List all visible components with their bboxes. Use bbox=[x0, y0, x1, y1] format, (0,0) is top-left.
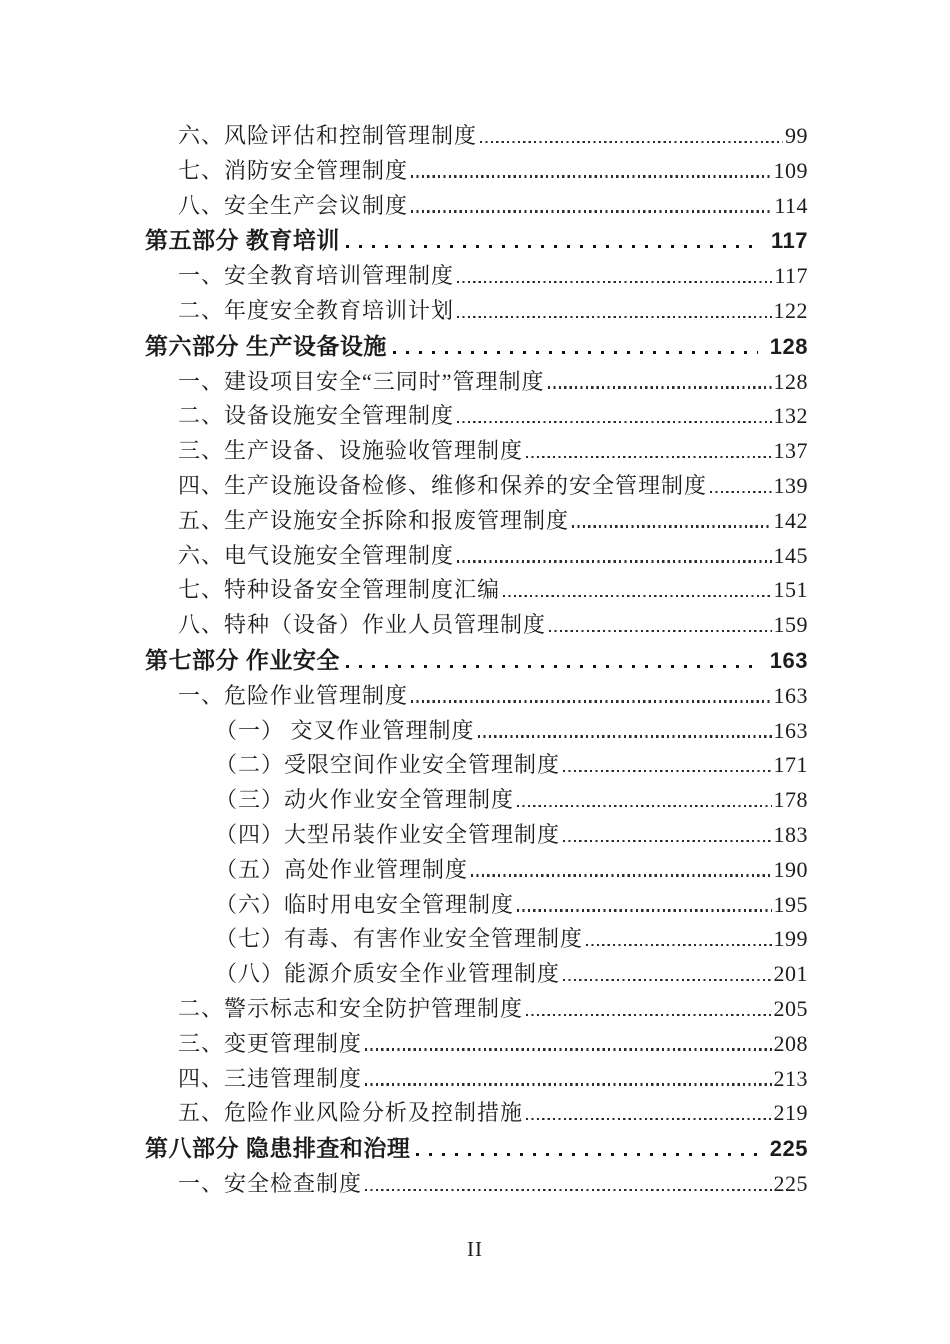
dot-leader bbox=[517, 909, 771, 911]
toc-entry[interactable] bbox=[145, 539, 808, 574]
toc-entry[interactable] bbox=[145, 119, 808, 154]
toc-entry-page: 199 bbox=[773, 926, 808, 952]
toc-entry-page: 145 bbox=[773, 542, 808, 568]
toc-entry-label: 七、特种设备安全管理制度汇编 bbox=[178, 577, 501, 603]
toc-entry-page: 117 bbox=[771, 228, 808, 254]
dot-leader bbox=[457, 281, 772, 283]
page-footer bbox=[0, 1237, 950, 1262]
toc-entry[interactable] bbox=[145, 189, 808, 224]
toc-entry[interactable] bbox=[145, 329, 808, 365]
toc-entry[interactable] bbox=[145, 679, 808, 714]
dot-leader bbox=[411, 210, 772, 212]
dot-leader bbox=[503, 595, 771, 597]
toc-entry-page: 195 bbox=[773, 891, 808, 917]
toc-entry-page: 163 bbox=[773, 682, 808, 708]
toc-entry-label: 八、特种（设备）作业人员管理制度 bbox=[178, 612, 547, 638]
toc-entry-label: 二、设备设施安全管理制度 bbox=[178, 403, 455, 429]
toc-entry[interactable] bbox=[145, 1131, 808, 1167]
toc-entry-label: （一） 交叉作业管理制度 bbox=[215, 717, 475, 743]
toc-entry-label: （八）能源介质安全作业管理制度 bbox=[215, 961, 561, 987]
toc-entry-label: 一、危险作业管理制度 bbox=[178, 682, 409, 708]
toc-entry-label: 二、年度安全教育培训计划 bbox=[178, 297, 455, 323]
toc-entry-page: 201 bbox=[773, 961, 808, 987]
toc-entry[interactable] bbox=[145, 434, 808, 469]
dot-leader bbox=[517, 805, 771, 807]
toc-entry-page: 171 bbox=[773, 752, 808, 778]
toc-entry-page: 132 bbox=[773, 403, 808, 429]
dot-leader bbox=[526, 1014, 771, 1016]
dot-leader bbox=[346, 245, 759, 248]
toc-entry-page: 183 bbox=[773, 821, 808, 847]
toc-entry-label: 五、危险作业风险分析及控制措施 bbox=[178, 1100, 524, 1126]
toc-entry-page: 208 bbox=[773, 1030, 808, 1056]
toc-entry-label: 一、安全检查制度 bbox=[178, 1170, 363, 1196]
dot-leader bbox=[563, 770, 771, 772]
toc-entry-label: 第五部分 教育培训 bbox=[145, 227, 340, 254]
toc-entry-page: 178 bbox=[773, 787, 808, 813]
toc-entry-page: 219 bbox=[773, 1100, 808, 1126]
toc-entry[interactable] bbox=[145, 1167, 808, 1202]
dot-leader bbox=[457, 560, 771, 562]
toc-entry[interactable] bbox=[145, 1062, 808, 1097]
toc-entry[interactable] bbox=[145, 957, 808, 992]
toc-entry[interactable] bbox=[145, 294, 808, 329]
toc-entry[interactable] bbox=[145, 853, 808, 888]
toc-entry[interactable] bbox=[145, 818, 808, 853]
toc-entry[interactable] bbox=[145, 573, 808, 608]
toc-entry[interactable] bbox=[145, 748, 808, 783]
dot-leader bbox=[346, 665, 758, 668]
toc-entry-label: 六、电气设施安全管理制度 bbox=[178, 542, 455, 568]
dot-leader bbox=[526, 456, 771, 458]
dot-leader bbox=[563, 979, 771, 981]
dot-leader bbox=[478, 735, 772, 737]
toc-entry[interactable] bbox=[145, 992, 808, 1027]
toc-entry-label: 第七部分 作业安全 bbox=[145, 646, 340, 673]
dot-leader bbox=[572, 525, 771, 527]
toc-entry-page: 109 bbox=[773, 157, 808, 183]
dot-leader bbox=[471, 874, 771, 876]
toc-entry-label: 五、生产设施安全拆除和报废管理制度 bbox=[178, 507, 570, 533]
dot-leader bbox=[457, 421, 771, 423]
toc-entry-page: 139 bbox=[773, 472, 808, 498]
toc-entry[interactable] bbox=[145, 504, 808, 539]
toc-entry[interactable] bbox=[145, 223, 808, 259]
toc-entry-page: 99 bbox=[785, 123, 808, 148]
toc-entry-page: 163 bbox=[773, 717, 808, 743]
toc-entry-label: 四、生产设施设备检修、维修和保养的安全管理制度 bbox=[178, 472, 708, 498]
toc-entry-page: 190 bbox=[773, 856, 808, 882]
toc-entry-label: 第八部分 隐患排查和治理 bbox=[145, 1135, 411, 1162]
toc-entry[interactable] bbox=[145, 469, 808, 504]
dot-leader bbox=[586, 944, 771, 946]
toc-entry-page: 225 bbox=[769, 1136, 808, 1162]
dot-leader bbox=[411, 700, 771, 702]
toc-entry-page: 122 bbox=[773, 297, 808, 323]
dot-leader bbox=[526, 1118, 771, 1120]
toc-entry[interactable] bbox=[145, 399, 808, 434]
dot-leader bbox=[416, 1153, 757, 1156]
toc-entry[interactable] bbox=[145, 922, 808, 957]
toc-entry[interactable] bbox=[145, 1096, 808, 1131]
dot-leader bbox=[549, 630, 771, 632]
toc-entry[interactable] bbox=[145, 643, 808, 679]
toc-entry[interactable] bbox=[145, 888, 808, 923]
toc-entry-page: 117 bbox=[774, 263, 808, 289]
toc-entry[interactable] bbox=[145, 608, 808, 643]
toc-entry-label: （二）受限空间作业安全管理制度 bbox=[215, 752, 561, 778]
toc-entry-label: （七）有毒、有害作业安全管理制度 bbox=[215, 926, 584, 952]
toc-entry-page: 114 bbox=[774, 192, 808, 218]
toc-entry[interactable] bbox=[145, 714, 808, 749]
toc-entry[interactable] bbox=[145, 783, 808, 818]
toc-entry[interactable] bbox=[145, 365, 808, 400]
toc-entry-page: 225 bbox=[773, 1170, 808, 1196]
dot-leader bbox=[457, 316, 771, 318]
toc-entry-page: 137 bbox=[773, 438, 808, 464]
toc-entry-page: 159 bbox=[773, 612, 808, 638]
toc-entry[interactable] bbox=[145, 259, 808, 294]
table-of-contents bbox=[145, 119, 808, 1202]
toc-entry-label: （三）动火作业安全管理制度 bbox=[215, 787, 515, 813]
toc-entry-label: 三、生产设备、设施验收管理制度 bbox=[178, 438, 524, 464]
toc-entry-label: 八、安全生产会议制度 bbox=[178, 192, 409, 218]
toc-entry-page: 151 bbox=[773, 577, 808, 603]
toc-entry-page: 128 bbox=[769, 333, 808, 359]
toc-entry-label: 一、建设项目安全“三同时”管理制度 bbox=[178, 368, 545, 394]
toc-entry-page: 142 bbox=[773, 507, 808, 533]
toc-entry-page: 163 bbox=[769, 647, 808, 673]
toc-entry[interactable] bbox=[145, 154, 808, 189]
dot-leader bbox=[548, 386, 772, 388]
toc-entry[interactable] bbox=[145, 1027, 808, 1062]
toc-entry-label: 六、风险评估和控制管理制度 bbox=[178, 123, 478, 148]
dot-leader bbox=[563, 840, 771, 842]
page-number: II bbox=[467, 1237, 483, 1261]
dot-leader bbox=[710, 491, 771, 493]
dot-leader bbox=[365, 1189, 771, 1191]
toc-entry-label: 二、警示标志和安全防护管理制度 bbox=[178, 995, 524, 1021]
toc-entry-page: 205 bbox=[773, 995, 808, 1021]
toc-entry-page: 128 bbox=[773, 368, 808, 394]
toc-entry-label: （六）临时用电安全管理制度 bbox=[215, 891, 515, 917]
dot-leader bbox=[365, 1048, 771, 1050]
dot-leader bbox=[480, 141, 783, 143]
dot-leader bbox=[393, 351, 758, 354]
toc-entry-page: 213 bbox=[773, 1065, 808, 1091]
toc-entry-label: （四）大型吊装作业安全管理制度 bbox=[215, 821, 561, 847]
dot-leader bbox=[411, 175, 771, 177]
dot-leader bbox=[365, 1083, 771, 1085]
toc-entry-label: 一、安全教育培训管理制度 bbox=[178, 263, 455, 289]
toc-entry-label: 三、变更管理制度 bbox=[178, 1030, 363, 1056]
toc-entry-label: （五）高处作业管理制度 bbox=[215, 856, 469, 882]
toc-entry-label: 四、三违管理制度 bbox=[178, 1065, 363, 1091]
toc-entry-label: 七、消防安全管理制度 bbox=[178, 157, 409, 183]
toc-entry-label: 第六部分 生产设备设施 bbox=[145, 332, 387, 359]
